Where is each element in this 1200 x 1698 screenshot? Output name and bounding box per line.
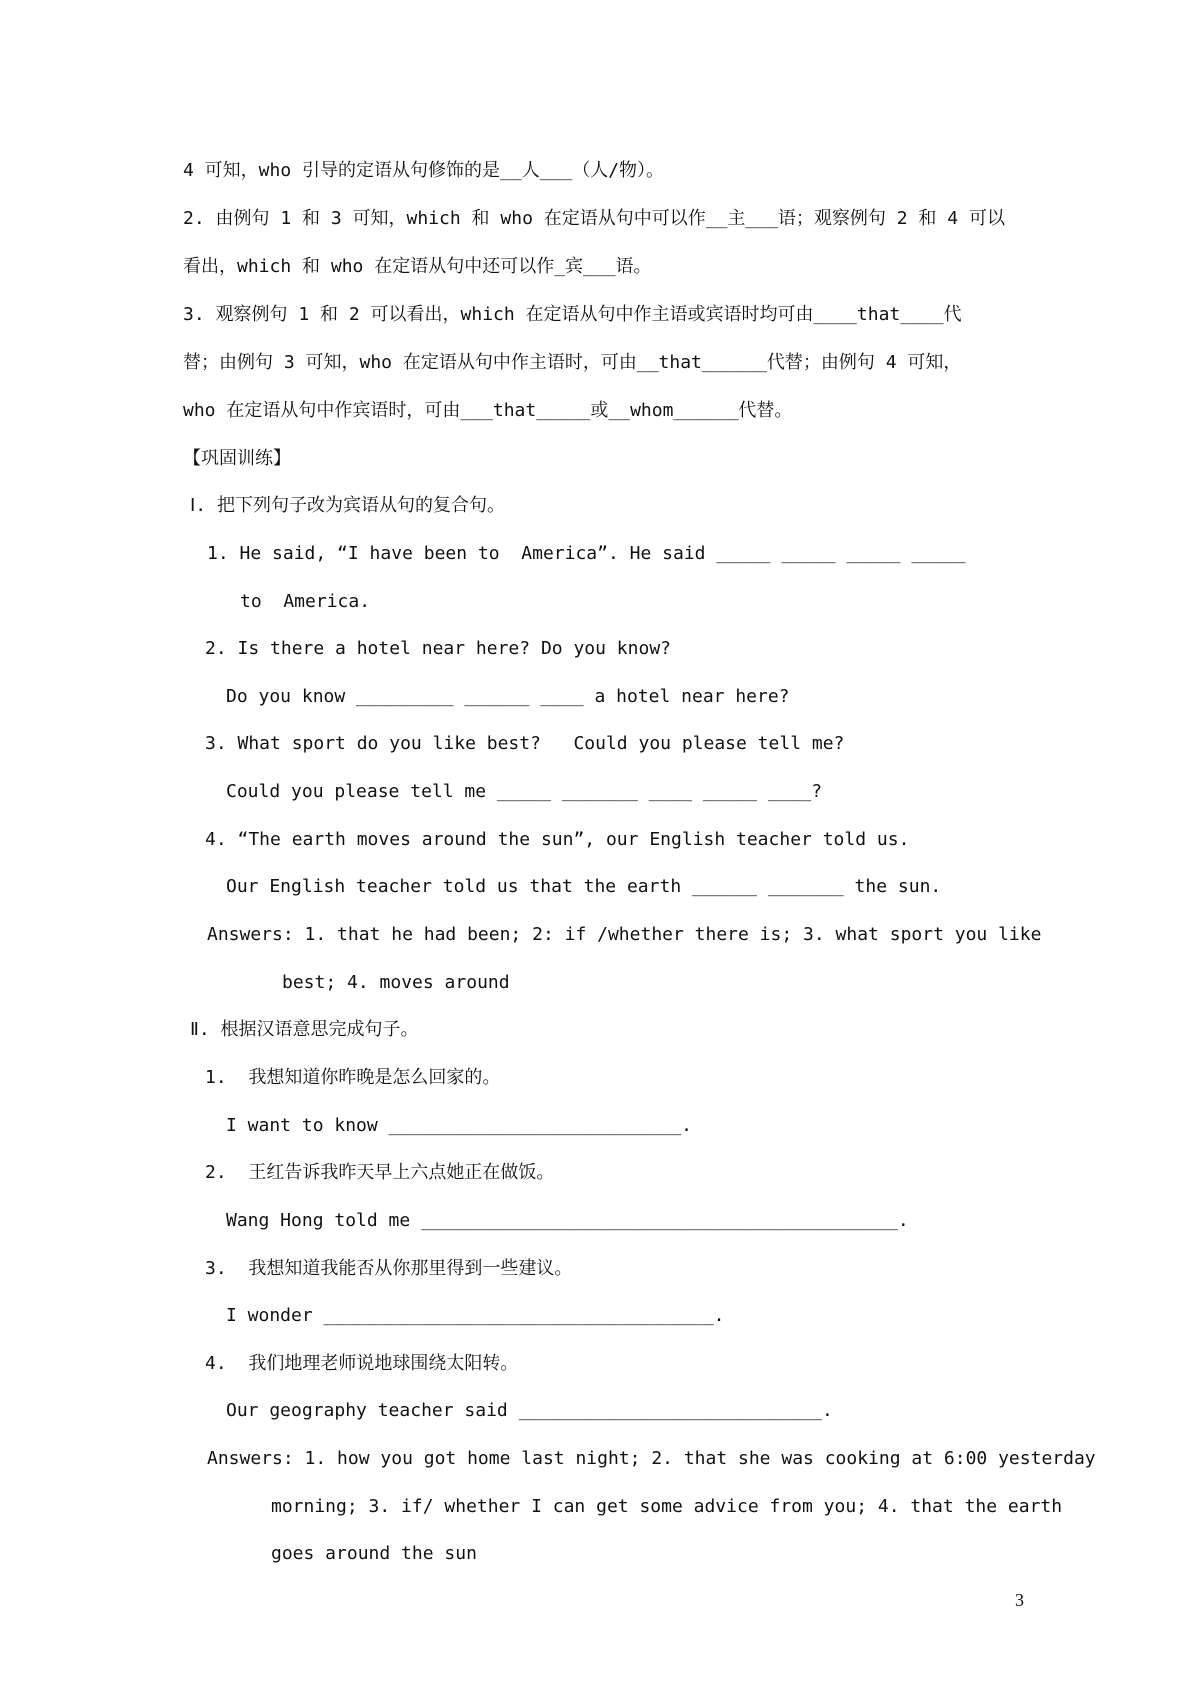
observation-line-5: 替；由例句 3 可知，who 在定语从句中作主语时，可由__that______代替；由例句 4 可知， bbox=[183, 352, 962, 373]
observation-line-1: 4 可知，who 引导的定语从句修饰的是__人___（人/物）。 bbox=[183, 160, 665, 181]
part2-q2-blank-line: Wang Hong told me ____________________________________________. bbox=[226, 1210, 909, 1231]
page-number: 3 bbox=[1015, 1590, 1024, 1610]
part1-q4-blank-line: Our English teacher told us that the earth ______ _______ the sun. bbox=[226, 876, 942, 897]
part2-q1-sentence: 1. 我想知道你昨晚是怎么回家的。 bbox=[205, 1067, 501, 1088]
part2-q1-blank-line: I want to know ___________________________. bbox=[226, 1115, 692, 1136]
part1-title: Ⅰ. 把下列句子改为宾语从句的复合句。 bbox=[190, 495, 505, 516]
part1-q3-sentence: 3. What sport do you like best? Could you please tell me? bbox=[205, 733, 845, 754]
part1-q3-blank-line: Could you please tell me _____ _______ ____ _____ ____? bbox=[226, 781, 823, 802]
observation-line-2: 2. 由例句 1 和 3 可知，which 和 who 在定语从句中可以作__主___语；观察例句 2 和 4 可以 bbox=[183, 208, 1005, 229]
part2-q3-sentence: 3. 我想知道我能否从你那里得到一些建议。 bbox=[205, 1258, 573, 1279]
part1-answers-continuation: best; 4. moves around bbox=[282, 972, 510, 993]
part2-q3-blank-line: I wonder ____________________________________. bbox=[226, 1305, 725, 1326]
observation-line-6: who 在定语从句中作宾语时，可由___that_____或__whom______代替。 bbox=[183, 400, 793, 421]
part1-q1-continuation: to America. bbox=[240, 591, 371, 612]
part2-q2-sentence: 2. 王红告诉我昨天早上六点她正在做饭。 bbox=[205, 1162, 555, 1183]
part2-title: Ⅱ. 根据汉语意思完成句子。 bbox=[190, 1019, 419, 1040]
part1-q2-blank-line: Do you know _________ ______ ____ a hotel near here? bbox=[226, 686, 790, 707]
part2-answers: Answers: 1. how you got home last night; 2. that she was cooking at 6:00 yesterday bbox=[207, 1448, 1096, 1469]
part2-q4-sentence: 4. 我们地理老师说地球围绕太阳转。 bbox=[205, 1353, 519, 1374]
part1-q2-sentence: 2. Is there a hotel near here? Do you know? bbox=[205, 638, 671, 659]
part1-answers: Answers: 1. that he had been; 2: if /whether there is; 3. what sport you like bbox=[207, 924, 1042, 945]
section-heading: 【巩固训练】 bbox=[183, 448, 291, 469]
part2-answers-continuation-1: morning; 3. if/ whether I can get some advice from you; 4. that the earth bbox=[271, 1496, 1063, 1517]
part1-q4-sentence: 4. “The earth moves around the sun”, our English teacher told us. bbox=[205, 829, 910, 850]
observation-line-4: 3. 观察例句 1 和 2 可以看出，which 在定语从句中作主语或宾语时均可由____that____代 bbox=[183, 304, 962, 325]
part1-q1-sentence: 1. He said, “I have been to America”. He said _____ _____ _____ _____ bbox=[207, 543, 966, 564]
part2-q4-blank-line: Our geography teacher said ____________________________. bbox=[226, 1400, 833, 1421]
observation-line-3: 看出，which 和 who 在定语从句中还可以作_宾___语。 bbox=[183, 256, 652, 277]
part2-answers-continuation-2: goes around the sun bbox=[271, 1543, 477, 1564]
